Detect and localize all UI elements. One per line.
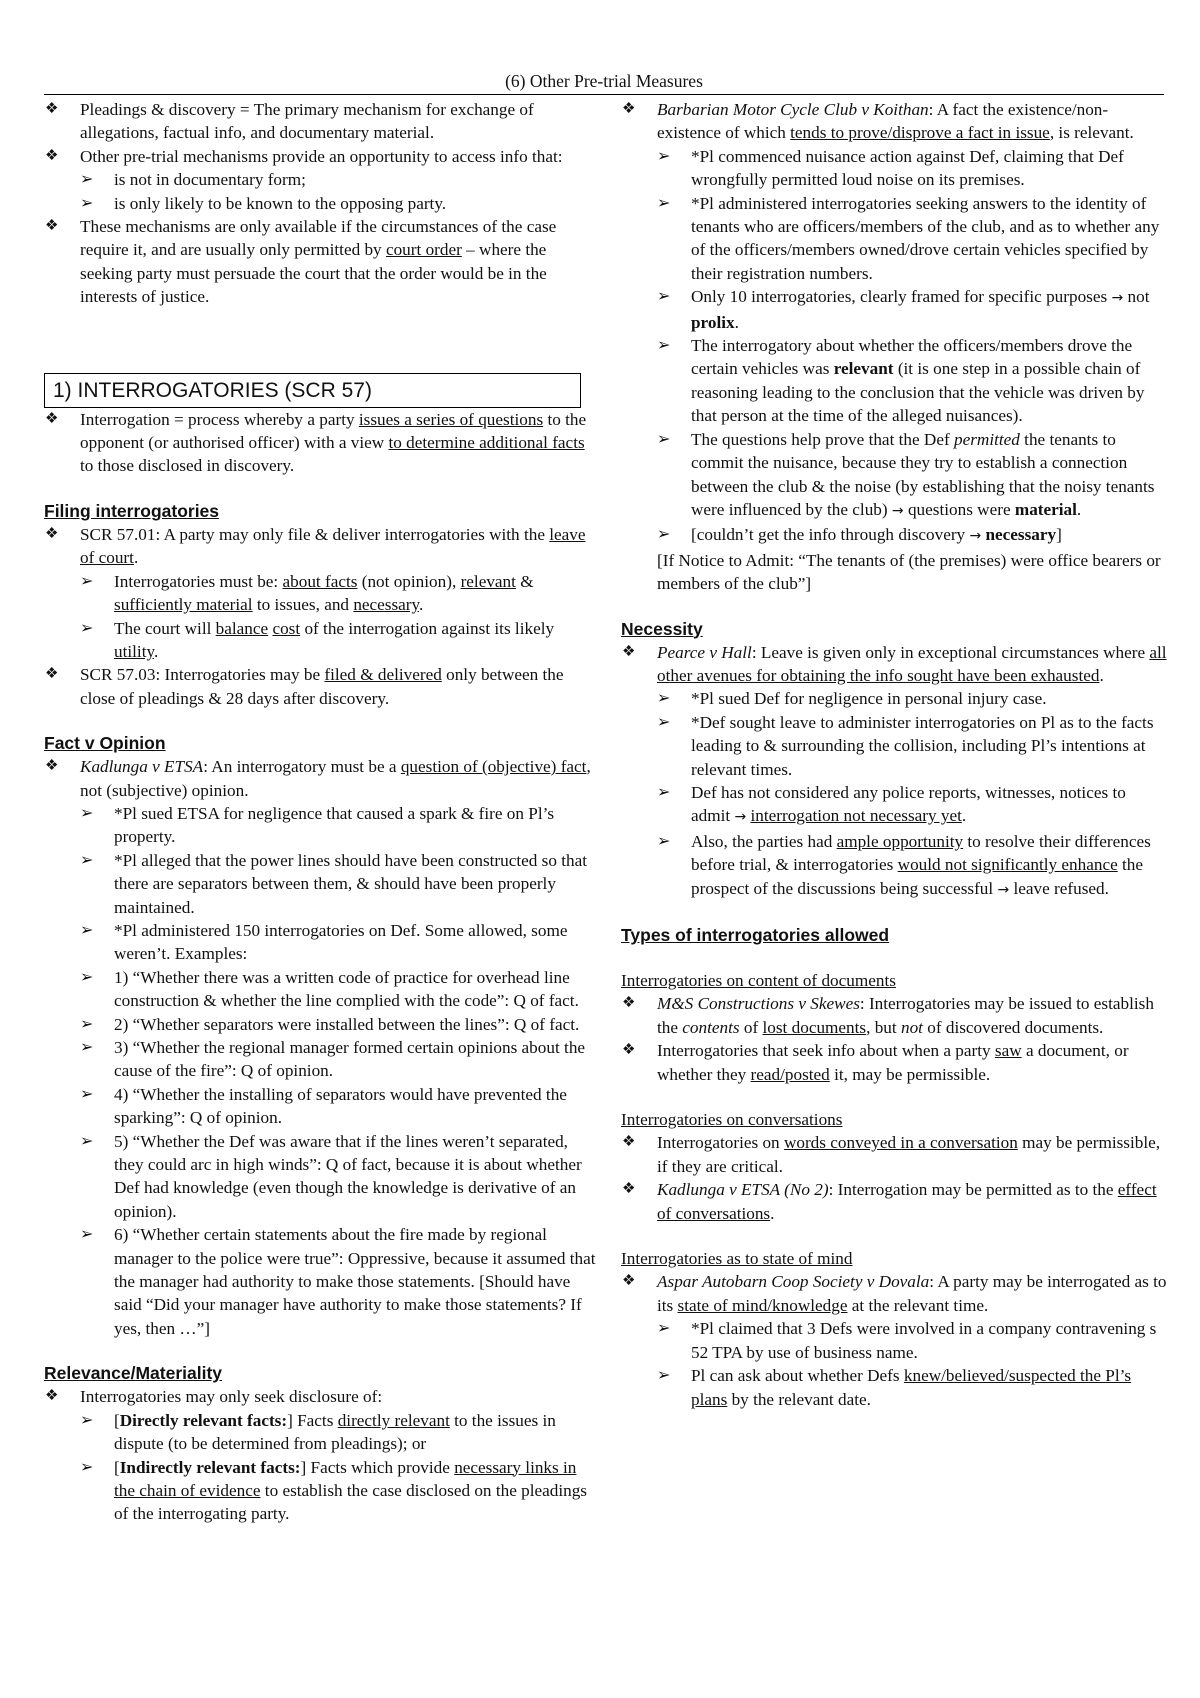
sub-list-item: ➢ *Pl sued Def for negligence in personal injury case. xyxy=(621,687,1167,710)
heading-necessity: Necessity xyxy=(621,618,703,639)
diamond-bullet-icon: ❖ xyxy=(622,1042,636,1059)
sub-list-item: ➢ *Pl administered interrogatories seeking answers to the identity of tenants who are officers/members of the club, and as to whether any of the officers/members owned/drove certain vehicles specified by their registration numbers. xyxy=(657,193,1160,283)
sub-list-item: ➢ 5) “Whether the Def was aware that if the lines weren’t separated, they could arc in high winds”: Q of fact, because it is about whether Def had knowledge (even though the knowledge is derivative of an opinion). xyxy=(80,1131,582,1221)
list-item: ❖ Interrogation = process whereby a party issues a series of questions to the opponent (or authorised officer) with a view to determine additional facts to those disclosed in discovery. xyxy=(45,409,587,476)
diamond-bullet-icon: ❖ xyxy=(622,1134,636,1151)
definition-list xyxy=(44,408,600,478)
diamond-bullet-icon: ❖ xyxy=(622,101,636,117)
list-item: ❖ SCR 57.03: Interrogatories may be filed & delivered only between the close of pleadings & 28 days after discovery. xyxy=(45,665,564,708)
arrow-bullet-icon: ➢ xyxy=(80,1132,94,1150)
diamond-bullet-icon: ❖ xyxy=(622,643,636,660)
sub-list-item: ➢ *Pl administered 150 interrogatories on Def. Some allowed, some weren’t. Examples: xyxy=(80,920,568,964)
subheading-conversations: Interrogatories on conversations xyxy=(621,1110,843,1130)
arrow-bullet-icon: ➢ xyxy=(80,921,94,939)
sub-list-item: ➢ Pl can ask about whether Defs knew/believed/suspected the Pl’s plans by the relevant date. xyxy=(657,1366,1132,1409)
page-title: (6) Other Pre-trial Measures xyxy=(44,70,1164,95)
heading-fact-v-opinion: Fact v Opinion xyxy=(44,733,166,754)
sub-list-item: ➢ 6) “Whether certain statements about the fire made by regional manager to the police were true”: Oppressive, because it assumed that the manager had authority to make those statements. [Should have said “Did your manager have authority to make those statements? If yes, then …”] xyxy=(80,1225,596,1338)
arrow-bullet-icon: ➢ xyxy=(80,851,94,869)
case-name: Aspar Autobarn Coop Society v Dovala xyxy=(657,1272,930,1292)
diamond-bullet-icon: ❖ xyxy=(45,410,59,427)
list-item: ❖ Interrogatories that seek info about when a party saw a document, or whether they read/posted it, may be permissible. xyxy=(622,1041,1129,1084)
sub-list-item: ➢ *Pl commenced nuisance action against Def, claiming that Def wrongfully permitted loud noise on its premises. xyxy=(657,146,1124,190)
right-column xyxy=(621,98,1167,1411)
diamond-bullet-icon: ❖ xyxy=(45,525,59,542)
arrow-bullet-icon: ➢ xyxy=(80,171,94,189)
right-arrow-icon: → xyxy=(734,809,747,826)
sub-list-item: ➢ Interrogatories must be: about facts (not opinion), relevant & sufficiently material to issues, and necessary. xyxy=(80,571,534,615)
sub-list-item: ➢ 2) “Whether separators were installed between the lines”: Q of fact. xyxy=(44,1013,600,1036)
filing-list xyxy=(44,523,600,710)
subheading-content-of-documents: Interrogatories on content of documents xyxy=(621,971,896,990)
relevance-list xyxy=(44,1385,600,1525)
sub-list-item: ➢ 3) “Whether the regional manager formed certain opinions about the cause of the fire”: Q of opinion. xyxy=(80,1038,586,1081)
arrow-bullet-icon: ➢ xyxy=(657,430,671,448)
list-item: ❖ Kadlunga v ETSA: An interrogatory must be a question of (objective) fact, not (subjective) opinion. xyxy=(45,757,591,800)
diamond-bullet-icon: ❖ xyxy=(45,1388,59,1405)
state-of-mind-list xyxy=(621,1270,1167,1410)
heading-types-of-interrogatories: Types of interrogatories allowed xyxy=(621,925,890,945)
arrow-bullet-icon: ➢ xyxy=(657,337,671,355)
arrow-bullet-icon: ➢ xyxy=(80,1411,94,1429)
right-arrow-icon: → xyxy=(969,528,982,545)
arrow-bullet-icon: ➢ xyxy=(80,1015,94,1033)
arrow-bullet-icon: ➢ xyxy=(657,713,671,731)
sub-list-item: ➢ 4) “Whether the installing of separators would have prevented the sparking”: Q of opinion. xyxy=(80,1084,567,1128)
sub-list-item: ➢ *Pl alleged that the power lines should have been constructed so that there are separators between them, & should have been properly maintained. xyxy=(80,850,588,917)
case-name: Barbarian Motor Cycle Club v Koithan xyxy=(657,100,929,119)
left-column xyxy=(44,98,600,1526)
arrow-bullet-icon: ➢ xyxy=(657,1367,671,1385)
diamond-bullet-icon: ❖ xyxy=(45,218,59,235)
arrow-bullet-icon: ➢ xyxy=(657,194,671,212)
sub-list-item: ➢ Also, the parties had ample opportunity to resolve their differences before trial, & interrogatories would not significantly enhance the prospect of the discussions being successful → leave refused. xyxy=(657,831,1151,898)
sub-list-item: ➢ *Def sought leave to administer interrogatories on Pl as to the facts leading to & surrounding the collision, including Pl’s intentions at relevant times. xyxy=(657,712,1154,779)
diamond-bullet-icon: ❖ xyxy=(45,147,59,164)
sub-list-item: ➢ [Indirectly relevant facts:] Facts which provide necessary links in the chain of evidence to establish the case disclosed on the pleadings of the interrogating party. xyxy=(80,1457,587,1524)
arrow-bullet-icon: ➢ xyxy=(657,147,671,165)
documents-list xyxy=(621,992,1167,1086)
diamond-bullet-icon: ❖ xyxy=(45,666,59,683)
heading-relevance-materiality: Relevance/Materiality xyxy=(44,1363,223,1384)
right-arrow-icon: → xyxy=(1111,290,1124,307)
diamond-bullet-icon: ❖ xyxy=(622,995,636,1012)
intro-list xyxy=(44,98,600,309)
case-name: Pearce v Hall xyxy=(657,642,752,662)
sub-list-item: ➢ [Directly relevant facts:] Facts directly relevant to the issues in dispute (to be determined from pleadings); or xyxy=(80,1410,556,1454)
list-item: ❖ Kadlunga v ETSA (No 2): Interrogation may be permitted as to the effect of conversations. xyxy=(622,1180,1157,1223)
section-heading-interrogatories: 1) INTERROGATORIES (SCR 57) xyxy=(44,373,581,408)
sub-list-item: ➢ *Pl claimed that 3 Defs were involved in a company contravening s 52 TPA by use of business name. xyxy=(657,1319,1157,1362)
sub-list-item: ➢ Only 10 interrogatories, clearly framed for specific purposes → not prolix. xyxy=(657,287,1150,332)
fact-list xyxy=(44,755,600,1340)
sub-list-item: ➢ is not in documentary form; xyxy=(44,168,600,191)
arrow-bullet-icon: ➢ xyxy=(657,783,671,801)
arrow-bullet-icon: ➢ xyxy=(657,1320,671,1338)
list-item: ❖ Barbarian Motor Cycle Club v Koithan: A fact the existence/non-existence of which tends to prove/disprove a fact in issue, is relevant. xyxy=(622,100,1134,143)
barbarian-list xyxy=(621,98,1167,596)
case-name: M&S Constructions v Skewes xyxy=(657,994,860,1014)
arrow-bullet-icon: ➢ xyxy=(657,690,671,708)
sub-list-item: ➢ is only likely to be known to the opposing party. xyxy=(44,192,600,215)
notice-to-admit-note: [If Notice to Admit: “The tenants of (the premises) were office bearers or members of the club”] xyxy=(657,550,1161,594)
diamond-bullet-icon: ❖ xyxy=(622,1181,636,1198)
sub-list-item: ➢ *Pl sued ETSA for negligence that caused a spark & fire on Pl’s property. xyxy=(80,803,555,847)
case-name: Kadlunga v ETSA xyxy=(80,757,204,777)
sub-list-item: ➢ The court will balance cost of the interrogation against its likely utility. xyxy=(80,618,555,661)
sub-list-item: ➢ [couldn’t get the info through discovery → necessary] xyxy=(621,523,1167,548)
arrow-bullet-icon: ➢ xyxy=(657,832,671,850)
conversations-list xyxy=(621,1131,1167,1225)
arrow-bullet-icon: ➢ xyxy=(80,1226,94,1244)
list-item: ❖ SCR 57.01: A party may only file & deliver interrogatories with the leave of court. xyxy=(45,524,586,568)
list-item: ❖ Interrogatories on words conveyed in a conversation may be permissible, if they are critical. xyxy=(622,1133,1161,1176)
list-item: ❖ Aspar Autobarn Coop Society v Dovala: A party may be interrogated as to its state of mind/knowledge at the relevant time. xyxy=(622,1272,1167,1315)
diamond-bullet-icon: ❖ xyxy=(45,101,59,117)
case-name: Kadlunga v ETSA (No 2) xyxy=(657,1180,829,1200)
heading-filing-interrogatories: Filing interrogatories xyxy=(44,500,220,521)
list-item: ❖ These mechanisms are only available if the circumstances of the case require it, and are usually only permitted by court order – where the seeking party must persuade the court that the order would be in the interests of justice. xyxy=(45,217,557,307)
list-item: ❖ Interrogatories may only seek disclosure of: xyxy=(44,1385,600,1408)
sub-list-item: ➢ 1) “Whether there was a written code of practice for overhead line construction & whether the line complied with the code”: Q of fact. xyxy=(80,967,579,1011)
right-arrow-icon: → xyxy=(891,502,904,519)
arrow-bullet-icon: ➢ xyxy=(657,526,671,544)
arrow-bullet-icon: ➢ xyxy=(80,1458,94,1476)
arrow-bullet-icon: ➢ xyxy=(80,619,94,637)
arrow-bullet-icon: ➢ xyxy=(80,572,94,590)
right-arrow-icon: → xyxy=(997,881,1010,898)
sub-list-item: ➢ Def has not considered any police reports, witnesses, notices to admit → interrogation not necessary yet. xyxy=(657,782,1126,826)
arrow-bullet-icon: ➢ xyxy=(80,1085,94,1103)
list-item: ❖ Pleadings & discovery = The primary mechanism for exchange of allegations, factual info, and documentary material. xyxy=(45,100,534,143)
necessity-list xyxy=(621,641,1167,902)
arrow-bullet-icon: ➢ xyxy=(657,288,671,306)
arrow-bullet-icon: ➢ xyxy=(80,194,94,212)
arrow-bullet-icon: ➢ xyxy=(80,1039,94,1056)
subheading-state-of-mind: Interrogatories as to state of mind xyxy=(621,1249,853,1269)
arrow-bullet-icon: ➢ xyxy=(80,804,94,822)
arrow-bullet-icon: ➢ xyxy=(80,968,94,986)
list-item: ❖ Pearce v Hall: Leave is given only in exceptional circumstances where all other avenues for obtaining the info sought have been exhausted. xyxy=(622,642,1167,685)
list-item: ❖ M&S Constructions v Skewes: Interrogatories may be issued to establish the contents of lost documents, but not of discovered documents. xyxy=(622,994,1154,1037)
sub-list-item: ➢ The questions help prove that the Def permitted the tenants to commit the nuisance, because they try to establish a connection between the club & the noise (by establishing that the noisy tenants were influenced by the club) → questions were material. xyxy=(657,429,1155,519)
sub-list-item: ➢ The interrogatory about whether the officers/members drove the certain vehicles was relevant (it is one step in a possible chain of reasoning leading to the conclusion that the vehicle was driven by that person at the time of the alleged nuisances). xyxy=(657,336,1145,426)
list-item: ❖ Other pre-trial mechanisms provide an opportunity to access info that: xyxy=(44,145,600,168)
diamond-bullet-icon: ❖ xyxy=(45,758,59,775)
diamond-bullet-icon: ❖ xyxy=(622,1273,636,1290)
